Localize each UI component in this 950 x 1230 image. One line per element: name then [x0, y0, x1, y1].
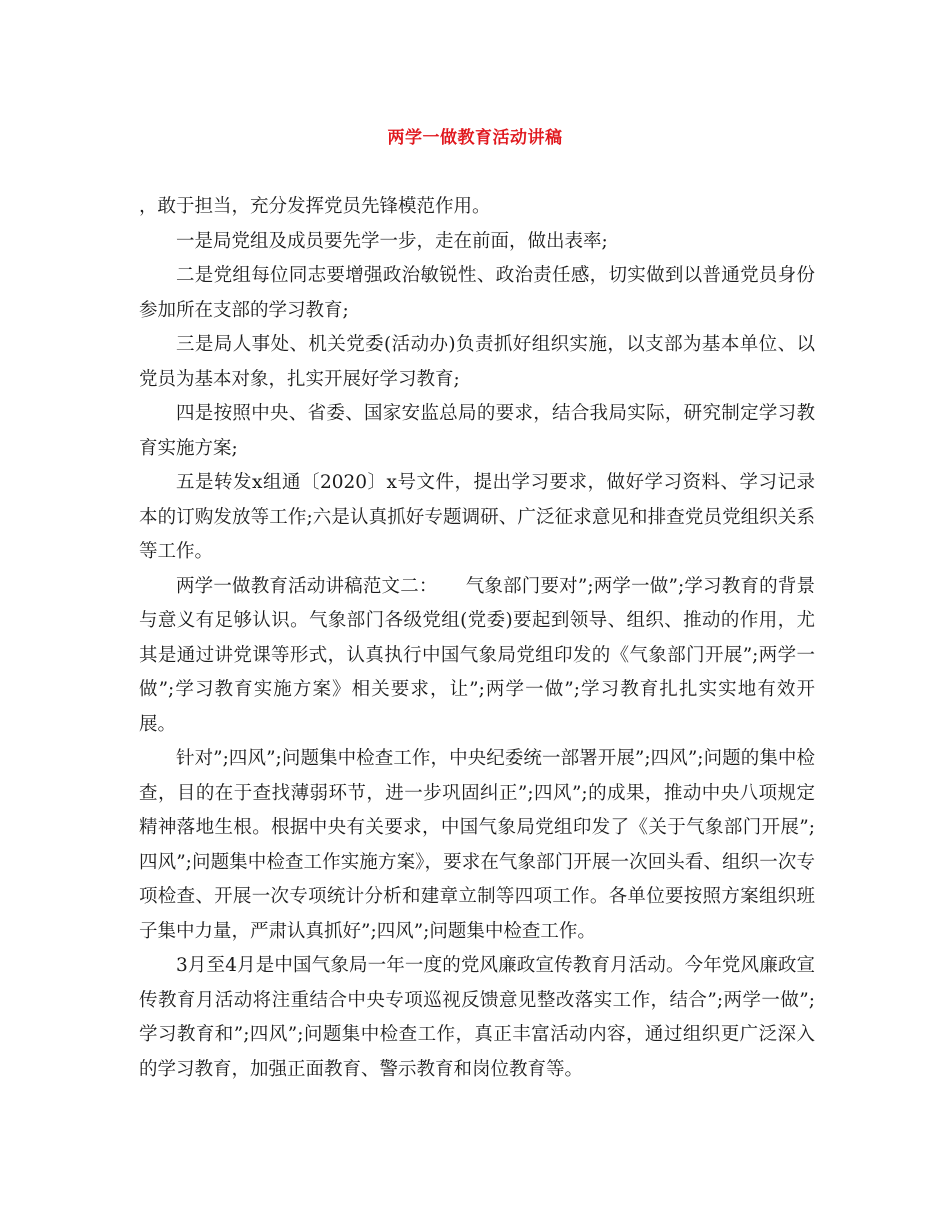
paragraph-6: 五是转发x组通〔2020〕x号文件，提出学习要求，做好学习资料、学习记录本的订购发放等工作;六是认真抓好专题调研、广泛征求意见和排查党员党组织关系等工作。 [139, 472, 815, 562]
paragraph-4: 三是局人事处、机关党委(活动办)负责抓好组织实施，以支部为基本单位、以党员为基本对象，扎实开展好学习教育; [139, 334, 815, 390]
paragraph-1: ，敢于担当，充分发挥党员先锋模范作用。 [139, 196, 491, 217]
paragraph-9: 3月至4月是中国气象局一年一度的党风廉政宣传教育月活动。今年党风廉政宣传教育月活动将注重结合中央专项巡视反馈意见整改落实工作，结合”;两学一做”;学习教育和”;四风”;问题集中检查工作，真正丰富活动内容，通过组织更广泛深入的学习教育，加强正面教育、警示教育和岗位教育等。 [139, 955, 815, 1080]
paragraph-7: 两学一做教育活动讲稿范文二： 气象部门要对”;两学一做”;学习教育的背景与意义有足够认识。气象部门各级党组(党委)要起到领导、组织、推动的作用，尤其是通过讲党课等形式，认真执行中国气象局党组印发的《气象部门开展”;两学一做”;学习教育实施方案》相关要求，让”;两学一做”;学习教育扎扎实实地有效开展。 [139, 575, 815, 735]
paragraph-2: 一是局党组及成员要先学一步，走在前面，做出表率; [176, 230, 608, 252]
document-body [139, 190, 815, 1087]
paragraph-8: 针对”;四风”;问题集中检查工作，中央纪委统一部署开展”;四风”;问题的集中检查，目的在于查找薄弱环节，进一步巩固纠正”;四风”;的成果，推动中央八项规定精神落地生根。根据中央有关要求，中国气象局党组印发了《关于气象部门开展”;四风”;问题集中检查工作实施方案》，要求在气象部门开展一次回头看、组织一次专项检查、开展一次专项统计分析和建章立制等四项工作。各单位要按照方案组织班子集中力量，严肃认真抓好”;四风”;问题集中检查工作。 [139, 748, 815, 942]
paragraph-5: 四是按照中央、省委、国家安监总局的要求，结合我局实际，研究制定学习教育实施方案; [139, 403, 815, 459]
document-title: 两学一做教育活动讲稿 [387, 128, 563, 148]
paragraph-3: 二是党组每位同志要增强政治敏锐性、政治责任感，切实做到以普通党员身份参加所在支部的学习教育; [139, 265, 815, 321]
